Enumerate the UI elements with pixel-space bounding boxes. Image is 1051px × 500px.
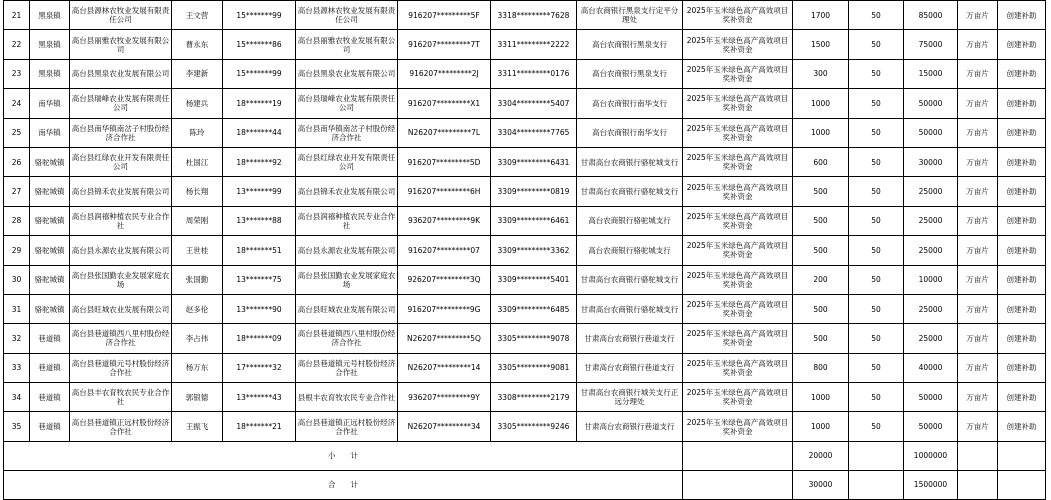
cell-person: 李建新 xyxy=(172,59,223,88)
cell-qty: 1000 xyxy=(793,383,849,412)
cell-account: 3305*********9081 xyxy=(491,353,577,382)
cell-fund: 2025年玉米绿色高产高效项目奖补资金 xyxy=(683,118,793,147)
cell-credit: 916207*********07 xyxy=(398,236,491,265)
cell-person: 陈玲 xyxy=(172,118,223,147)
total-qty: 30000 xyxy=(793,470,849,499)
cell-qty: 500 xyxy=(793,236,849,265)
cell-unit: 万亩片 xyxy=(958,59,998,88)
cell-bank: 高台农商银行南华支行 xyxy=(577,118,683,147)
cell-entity: 高台县丽雅农牧业发展有限公司 xyxy=(70,30,172,59)
cell-person: 杨万东 xyxy=(172,353,223,382)
cell-unit: 万亩片 xyxy=(958,353,998,382)
cell-payee: 高台县红绿农业开发有限责任公司 xyxy=(296,147,398,176)
cell-bank: 甘肃高台农商银行骆驼城支行 xyxy=(577,294,683,323)
cell-rate: 50 xyxy=(849,177,904,206)
subtotal-note xyxy=(998,441,1046,470)
cell-qty: 1000 xyxy=(793,118,849,147)
cell-qty: 800 xyxy=(793,353,849,382)
cell-town: 骆驼城镇 xyxy=(30,236,70,265)
cell-fund: 2025年玉米绿色高产高效项目奖补资金 xyxy=(683,324,793,353)
cell-qty: 600 xyxy=(793,147,849,176)
cell-entity: 高台县红绿农业开发有限责任公司 xyxy=(70,147,172,176)
cell-no: 35 xyxy=(4,412,30,441)
cell-entity: 高台县锦禾农业发展有限公司 xyxy=(70,177,172,206)
cell-fund: 2025年玉米绿色高产高效项目奖补资金 xyxy=(683,383,793,412)
cell-note: 创建补助 xyxy=(998,30,1046,59)
cell-unit: 万亩片 xyxy=(958,383,998,412)
cell-account: 3309*********6485 xyxy=(491,294,577,323)
cell-no: 34 xyxy=(4,383,30,412)
cell-account: 3309*********6431 xyxy=(491,147,577,176)
table-row xyxy=(4,118,1046,147)
cell-town: 巷道镇 xyxy=(30,383,70,412)
cell-unit: 万亩片 xyxy=(958,324,998,353)
cell-credit: N26207*********14 xyxy=(398,353,491,382)
cell-account: 3309*********3362 xyxy=(491,236,577,265)
cell-bank: 高台农商银行黑泉支行 xyxy=(577,30,683,59)
cell-qty: 200 xyxy=(793,265,849,294)
cell-entity: 高台县丰农育牧农民专业合作社 xyxy=(70,383,172,412)
cell-no: 25 xyxy=(4,118,30,147)
cell-entity: 高台县巷道镇元号村股份经济合作社 xyxy=(70,353,172,382)
cell-qty: 500 xyxy=(793,177,849,206)
table-row xyxy=(4,177,1046,206)
cell-rate: 50 xyxy=(849,412,904,441)
cell-note: 创建补助 xyxy=(998,324,1046,353)
cell-fund: 2025年玉米绿色高产高效项目奖补资金 xyxy=(683,59,793,88)
cell-entity: 高台县润禧种植农民专业合作社 xyxy=(70,206,172,235)
table-row xyxy=(4,147,1046,176)
cell-amount: 25000 xyxy=(904,324,958,353)
cell-town: 骆驼城镇 xyxy=(30,294,70,323)
cell-no: 21 xyxy=(4,1,30,30)
cell-payee: 高台县源林农牧业发展有限责任公司 xyxy=(296,1,398,30)
total-amount: 1500000 xyxy=(904,470,958,499)
table-row xyxy=(4,59,1046,88)
cell-payee: 高台县巷道镇西八里村股份经济合作社 xyxy=(296,324,398,353)
cell-amount: 40000 xyxy=(904,353,958,382)
cell-qty: 1500 xyxy=(793,30,849,59)
table-row xyxy=(4,383,1046,412)
cell-amount: 25000 xyxy=(904,236,958,265)
cell-credit: 916207*********9G xyxy=(398,294,491,323)
cell-credit: 916207*********2J xyxy=(398,59,491,88)
cell-person: 杨建兵 xyxy=(172,89,223,118)
total-note xyxy=(998,470,1046,499)
cell-person: 曹永东 xyxy=(172,30,223,59)
table-row xyxy=(4,294,1046,323)
cell-entity: 高台县永源农业发展有限公司 xyxy=(70,236,172,265)
cell-rate: 50 xyxy=(849,353,904,382)
cell-phone: 18*******09 xyxy=(223,324,296,353)
cell-person: 王文营 xyxy=(172,1,223,30)
cell-payee: 高台县润禧种植农民专业合作社 xyxy=(296,206,398,235)
cell-qty: 300 xyxy=(793,59,849,88)
cell-fund: 2025年玉米绿色高产高效项目奖补资金 xyxy=(683,30,793,59)
cell-no: 32 xyxy=(4,324,30,353)
cell-note: 创建补助 xyxy=(998,1,1046,30)
cell-town: 巷道镇 xyxy=(30,353,70,382)
cell-no: 29 xyxy=(4,236,30,265)
cell-amount: 50000 xyxy=(904,412,958,441)
cell-credit: 936207*********9K xyxy=(398,206,491,235)
table-body xyxy=(4,1,1046,442)
cell-rate: 50 xyxy=(849,324,904,353)
cell-payee: 高台县黑泉农业发展有限公司 xyxy=(296,59,398,88)
cell-note: 创建补助 xyxy=(998,383,1046,412)
cell-phone: 15*******86 xyxy=(223,30,296,59)
cell-note: 创建补助 xyxy=(998,89,1046,118)
cell-payee: 高台县巷道镇正远村股份经济合作社 xyxy=(296,412,398,441)
cell-bank: 甘肃高台农商银行巷道支行 xyxy=(577,324,683,353)
cell-fund: 2025年玉米绿色高产高效项目奖补资金 xyxy=(683,294,793,323)
cell-town: 黑泉镇 xyxy=(30,30,70,59)
cell-fund: 2025年玉米绿色高产高效项目奖补资金 xyxy=(683,412,793,441)
cell-account: 3309*********6461 xyxy=(491,206,577,235)
cell-bank: 高台农商银行黑泉支行 xyxy=(577,59,683,88)
cell-note: 创建补助 xyxy=(998,294,1046,323)
cell-amount: 25000 xyxy=(904,294,958,323)
cell-town: 南华镇 xyxy=(30,89,70,118)
cell-amount: 50000 xyxy=(904,118,958,147)
cell-phone: 18*******92 xyxy=(223,147,296,176)
cell-note: 创建补助 xyxy=(998,265,1046,294)
cell-no: 28 xyxy=(4,206,30,235)
cell-qty: 500 xyxy=(793,324,849,353)
cell-note: 创建补助 xyxy=(998,118,1046,147)
cell-town: 黑泉镇 xyxy=(30,59,70,88)
cell-qty: 1700 xyxy=(793,1,849,30)
cell-phone: 13*******43 xyxy=(223,383,296,412)
cell-person: 杨长翔 xyxy=(172,177,223,206)
cell-note: 创建补助 xyxy=(998,206,1046,235)
cell-person: 王世桂 xyxy=(172,236,223,265)
cell-account: 3318*********7628 xyxy=(491,1,577,30)
cell-no: 30 xyxy=(4,265,30,294)
cell-credit: 926207*********3Q xyxy=(398,265,491,294)
cell-unit: 万亩片 xyxy=(958,206,998,235)
cell-rate: 50 xyxy=(849,147,904,176)
cell-amount: 15000 xyxy=(904,59,958,88)
cell-amount: 75000 xyxy=(904,30,958,59)
cell-no: 24 xyxy=(4,89,30,118)
cell-rate: 50 xyxy=(849,118,904,147)
cell-account: 3309*********0819 xyxy=(491,177,577,206)
cell-phone: 18*******44 xyxy=(223,118,296,147)
cell-entity: 高台县源林农牧业发展有限责任公司 xyxy=(70,1,172,30)
cell-unit: 万亩片 xyxy=(958,147,998,176)
cell-account: 3305*********9078 xyxy=(491,324,577,353)
cell-payee: 高台县锦禾农业发展有限公司 xyxy=(296,177,398,206)
cell-bank: 高台农商银行骆驼城支行 xyxy=(577,206,683,235)
cell-no: 27 xyxy=(4,177,30,206)
cell-rate: 50 xyxy=(849,294,904,323)
cell-phone: 13*******90 xyxy=(223,294,296,323)
subtotal-row xyxy=(4,441,1046,470)
cell-town: 巷道镇 xyxy=(30,412,70,441)
cell-no: 22 xyxy=(4,30,30,59)
cell-bank: 高台农商银行骆驼城支行 xyxy=(577,236,683,265)
cell-rate: 50 xyxy=(849,265,904,294)
cell-payee: 高台县张国勤农业发展家庭农场 xyxy=(296,265,398,294)
cell-amount: 25000 xyxy=(904,206,958,235)
cell-entity: 高台县旺城农业发展有限公司 xyxy=(70,294,172,323)
cell-payee: 高台县南华镇南岔子村股份经济合作社 xyxy=(296,118,398,147)
cell-unit: 万亩片 xyxy=(958,118,998,147)
cell-amount: 30000 xyxy=(904,147,958,176)
cell-credit: 936207*********9Y xyxy=(398,383,491,412)
cell-unit: 万亩片 xyxy=(958,1,998,30)
cell-phone: 18*******51 xyxy=(223,236,296,265)
subtotal-amount: 1000000 xyxy=(904,441,958,470)
cell-credit: 916207*********X1 xyxy=(398,89,491,118)
cell-rate: 50 xyxy=(849,236,904,265)
cell-unit: 万亩片 xyxy=(958,265,998,294)
cell-unit: 万亩片 xyxy=(958,89,998,118)
cell-person: 张国勤 xyxy=(172,265,223,294)
cell-phone: 18*******19 xyxy=(223,89,296,118)
total-fund xyxy=(683,470,793,499)
cell-qty: 1000 xyxy=(793,412,849,441)
cell-credit: 916207*********5F xyxy=(398,1,491,30)
cell-phone: 15*******99 xyxy=(223,1,296,30)
cell-phone: 15*******99 xyxy=(223,59,296,88)
cell-note: 创建补助 xyxy=(998,353,1046,382)
total-row xyxy=(4,470,1046,499)
cell-entity: 高台县黑泉农业发展有限公司 xyxy=(70,59,172,88)
total-label: 合 计 xyxy=(4,470,683,499)
cell-fund: 2025年玉米绿色高产高效项目奖补资金 xyxy=(683,265,793,294)
cell-account: 3311*********2222 xyxy=(491,30,577,59)
cell-fund: 2025年玉米绿色高产高效项目奖补资金 xyxy=(683,1,793,30)
table-row xyxy=(4,1,1046,30)
cell-entity: 高台县张国勤农业发展家庭农场 xyxy=(70,265,172,294)
cell-account: 3305*********9246 xyxy=(491,412,577,441)
table-row xyxy=(4,412,1046,441)
cell-town: 巷道镇 xyxy=(30,324,70,353)
table-row xyxy=(4,265,1046,294)
subtotal-rate xyxy=(849,441,904,470)
cell-credit: 916207*********5D xyxy=(398,147,491,176)
table-row xyxy=(4,30,1046,59)
cell-unit: 万亩片 xyxy=(958,294,998,323)
cell-entity: 高台县巷道镇西八里村股份经济合作社 xyxy=(70,324,172,353)
cell-unit: 万亩片 xyxy=(958,412,998,441)
cell-qty: 500 xyxy=(793,206,849,235)
cell-entity: 高台县南华镇南岔子村股份经济合作社 xyxy=(70,118,172,147)
cell-payee: 高台县丽雅农牧业发展有限公司 xyxy=(296,30,398,59)
cell-no: 31 xyxy=(4,294,30,323)
cell-person: 李占伟 xyxy=(172,324,223,353)
cell-unit: 万亩片 xyxy=(958,177,998,206)
cell-note: 创建补助 xyxy=(998,177,1046,206)
cell-person: 赵多伦 xyxy=(172,294,223,323)
cell-rate: 50 xyxy=(849,30,904,59)
cell-fund: 2025年玉米绿色高产高效项目奖补资金 xyxy=(683,89,793,118)
table-row xyxy=(4,89,1046,118)
cell-payee: 高台县巷道镇元号村股份经济合作社 xyxy=(296,353,398,382)
cell-unit: 万亩片 xyxy=(958,30,998,59)
cell-account: 3304*********5407 xyxy=(491,89,577,118)
cell-payee: 高台县旺城农业发展有限公司 xyxy=(296,294,398,323)
cell-bank: 甘肃高台农商银行骆驼城支行 xyxy=(577,177,683,206)
cell-amount: 25000 xyxy=(904,177,958,206)
table-row xyxy=(4,353,1046,382)
cell-account: 3304*********7765 xyxy=(491,118,577,147)
subtotal-unit xyxy=(958,441,998,470)
subtotal-fund xyxy=(683,441,793,470)
cell-bank: 高台农商银行南华支行 xyxy=(577,89,683,118)
total-rate xyxy=(849,470,904,499)
cell-payee: 高台县永源农业发展有限公司 xyxy=(296,236,398,265)
cell-bank: 甘肃高台农商银行巷道支行 xyxy=(577,353,683,382)
cell-person: 郭银德 xyxy=(172,383,223,412)
cell-note: 创建补助 xyxy=(998,236,1046,265)
cell-town: 骆驼城镇 xyxy=(30,177,70,206)
cell-phone: 18*******21 xyxy=(223,412,296,441)
cell-fund: 2025年玉米绿色高产高效项目奖补资金 xyxy=(683,147,793,176)
cell-town: 骆驼城镇 xyxy=(30,265,70,294)
cell-bank: 甘肃高台农商银行城关支行正远分理处 xyxy=(577,383,683,412)
cell-credit: N26207*********7L xyxy=(398,118,491,147)
cell-phone: 13*******88 xyxy=(223,206,296,235)
cell-entity: 高台县瑞峰农业发展有限责任公司 xyxy=(70,89,172,118)
cell-qty: 500 xyxy=(793,294,849,323)
cell-note: 创建补助 xyxy=(998,59,1046,88)
cell-town: 黑泉镇 xyxy=(30,1,70,30)
cell-payee: 高台县瑞峰农业发展有限责任公司 xyxy=(296,89,398,118)
table-row xyxy=(4,206,1046,235)
cell-fund: 2025年玉米绿色高产高效项目奖补资金 xyxy=(683,353,793,382)
table-row xyxy=(4,236,1046,265)
cell-note: 创建补助 xyxy=(998,147,1046,176)
total-unit xyxy=(958,470,998,499)
cell-bank: 甘肃高台农商银行骆驼城支行 xyxy=(577,265,683,294)
subtotal-label: 小 计 xyxy=(4,441,683,470)
cell-fund: 2025年玉米绿色高产高效项目奖补资金 xyxy=(683,177,793,206)
cell-no: 33 xyxy=(4,353,30,382)
cell-bank: 高台农商银行黑泉支行定平分理处 xyxy=(577,1,683,30)
cell-amount: 50000 xyxy=(904,383,958,412)
cell-bank: 甘肃高台农商银行巷道支行 xyxy=(577,412,683,441)
cell-fund: 2025年玉米绿色高产高效项目奖补资金 xyxy=(683,206,793,235)
cell-town: 骆驼城镇 xyxy=(30,206,70,235)
cell-payee: 县根丰农育牧农民专业合作社 xyxy=(296,383,398,412)
cell-amount: 10000 xyxy=(904,265,958,294)
cell-bank: 甘肃高台农商银行骆驼城支行 xyxy=(577,147,683,176)
cell-phone: 17*******32 xyxy=(223,353,296,382)
subtotal-qty: 20000 xyxy=(793,441,849,470)
summary-body xyxy=(4,441,1046,499)
cell-no: 26 xyxy=(4,147,30,176)
cell-amount: 50000 xyxy=(904,89,958,118)
cell-account: 3309*********5401 xyxy=(491,265,577,294)
cell-rate: 50 xyxy=(849,206,904,235)
cell-phone: 13*******75 xyxy=(223,265,296,294)
cell-note: 创建补助 xyxy=(998,412,1046,441)
cell-qty: 1000 xyxy=(793,89,849,118)
cell-no: 23 xyxy=(4,59,30,88)
cell-rate: 50 xyxy=(849,1,904,30)
cell-phone: 13*******99 xyxy=(223,177,296,206)
cell-rate: 50 xyxy=(849,59,904,88)
cell-credit: N26207*********5Q xyxy=(398,324,491,353)
cell-fund: 2025年玉米绿色高产高效项目奖补资金 xyxy=(683,236,793,265)
cell-person: 周荣刚 xyxy=(172,206,223,235)
cell-credit: 916207*********7T xyxy=(398,30,491,59)
cell-rate: 50 xyxy=(849,383,904,412)
cell-account: 3311*********0176 xyxy=(491,59,577,88)
cell-credit: 916207*********6H xyxy=(398,177,491,206)
table-row xyxy=(4,324,1046,353)
cell-town: 南华镇 xyxy=(30,118,70,147)
cell-town: 骆驼城镇 xyxy=(30,147,70,176)
cell-rate: 50 xyxy=(849,89,904,118)
cell-entity: 高台县巷道镇正远村股份经济合作社 xyxy=(70,412,172,441)
cell-person: 王振飞 xyxy=(172,412,223,441)
subsidy-table xyxy=(3,0,1046,500)
cell-credit: N26207*********34 xyxy=(398,412,491,441)
cell-person: 杜国江 xyxy=(172,147,223,176)
cell-amount: 85000 xyxy=(904,1,958,30)
cell-account: 3308*********2179 xyxy=(491,383,577,412)
cell-unit: 万亩片 xyxy=(958,236,998,265)
